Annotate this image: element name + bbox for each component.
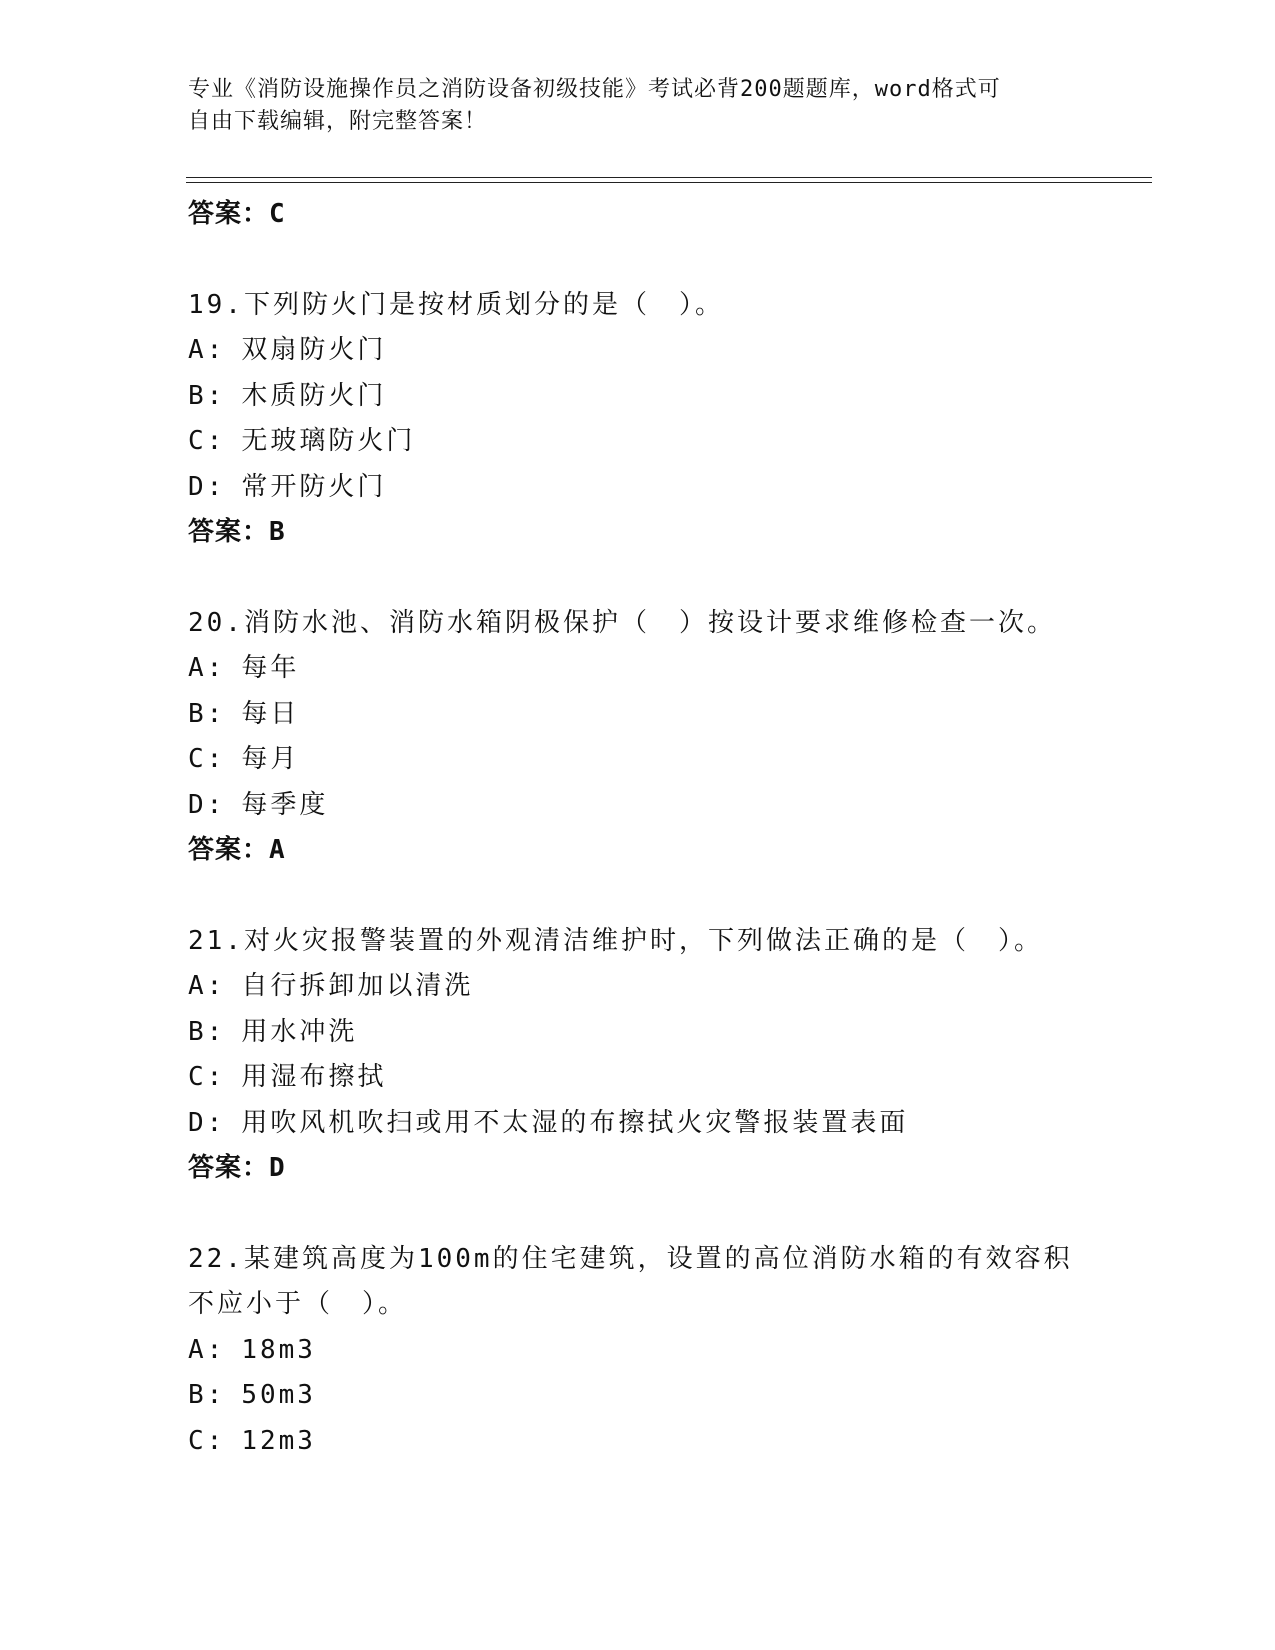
answer-label: 答案：C [188, 199, 286, 229]
header-divider-bottom [186, 182, 1152, 183]
option-text: 50m3 [241, 1380, 316, 1410]
option-key: D: [188, 1107, 226, 1138]
option-d [188, 465, 1148, 511]
option-b [188, 374, 1148, 420]
header-divider-top [186, 177, 1152, 178]
question-list [188, 192, 1148, 1464]
question-20 [188, 601, 1148, 874]
option-b [188, 1010, 1148, 1056]
header-line-1: 专业《消防设施操作员之消防设备初级技能》考试必背200题题库，word格式可 [188, 77, 1001, 102]
question-21 [188, 919, 1148, 1192]
question-19 [188, 283, 1148, 556]
question-title: 22.某建筑高度为100m的住宅建筑，设置的高位消防水箱的有效容积 [188, 1243, 1073, 1274]
answer-label: 答案：B [188, 517, 286, 547]
question-title: 19.下列防火门是按材质划分的是（ ）。 [188, 289, 724, 320]
page-header [188, 74, 1068, 138]
answer-label: 答案：D [188, 1153, 286, 1183]
option-text: 用吹风机吹扫或用不太湿的布擦拭火灾警报装置表面 [241, 1107, 909, 1138]
option-key: C: [188, 1425, 226, 1456]
option-text: 12m3 [241, 1425, 316, 1456]
option-text: 无玻璃防火门 [241, 426, 416, 456]
option-text: 常开防火门 [241, 471, 387, 502]
option-c [188, 737, 1148, 783]
question-title-continued: 不应小于（ ）。 [188, 1289, 408, 1319]
option-key: C: [188, 426, 226, 456]
option-c [188, 1419, 1148, 1465]
header-line-2: 自由下载编辑，附完整答案！ [188, 109, 488, 134]
option-key: C: [188, 744, 226, 774]
option-key: A: [188, 653, 226, 683]
option-text: 每季度 [241, 789, 329, 820]
option-a [188, 1328, 1148, 1374]
option-text: 木质防火门 [241, 380, 387, 411]
option-a [188, 964, 1148, 1010]
answer-label: 答案：A [188, 835, 286, 865]
option-key: A: [188, 1334, 226, 1365]
option-text: 用湿布擦拭 [241, 1062, 387, 1092]
option-text: 18m3 [241, 1334, 316, 1365]
option-text: 每日 [241, 698, 300, 729]
option-key: B: [188, 1380, 226, 1410]
option-text: 双扇防火门 [241, 335, 387, 365]
option-key: D: [188, 789, 226, 820]
option-text: 自行拆卸加以清洗 [241, 971, 474, 1001]
option-b [188, 692, 1148, 738]
option-text: 用水冲洗 [241, 1016, 358, 1047]
option-key: B: [188, 1016, 226, 1047]
option-key: B: [188, 698, 226, 729]
question-22 [188, 1237, 1148, 1465]
option-a [188, 646, 1148, 692]
option-key: A: [188, 335, 226, 365]
option-a [188, 328, 1148, 374]
question-title: 21.对火灾报警装置的外观清洁维护时，下列做法正确的是（ ）。 [188, 925, 1043, 956]
option-b [188, 1373, 1148, 1419]
option-c [188, 419, 1148, 465]
option-key: C: [188, 1062, 226, 1092]
option-d [188, 783, 1148, 829]
option-key: D: [188, 471, 226, 502]
option-text: 每年 [241, 653, 300, 683]
option-key: A: [188, 971, 226, 1001]
option-key: B: [188, 380, 226, 411]
option-text: 每月 [241, 744, 300, 774]
question-title: 20.消防水池、消防水箱阴极保护（ ）按设计要求维修检查一次。 [188, 607, 1056, 638]
option-c [188, 1055, 1148, 1101]
option-d [188, 1101, 1148, 1147]
